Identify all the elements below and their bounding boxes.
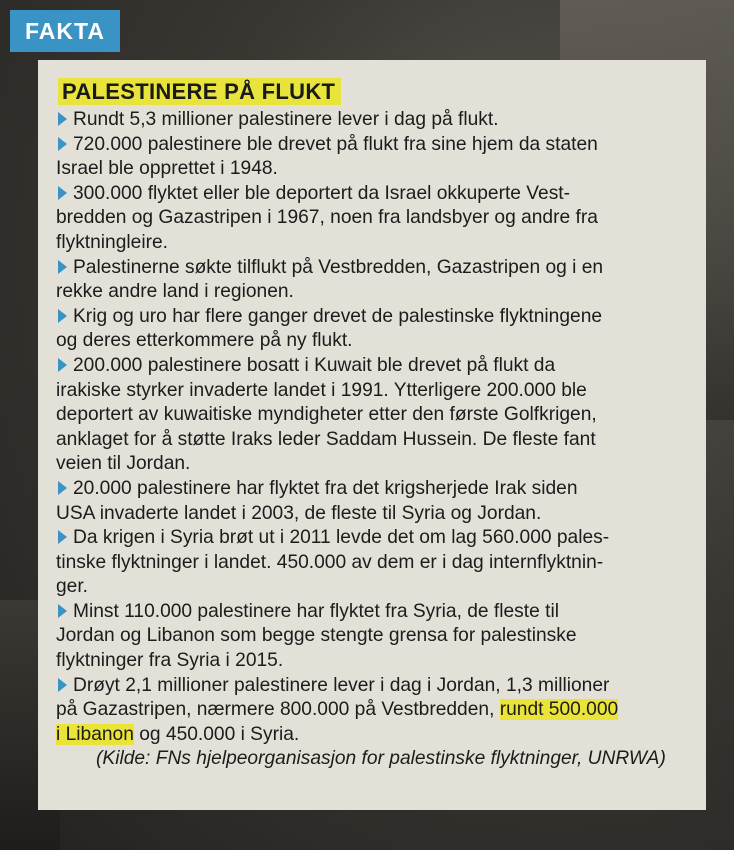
fact-item [56,354,690,477]
fact-line: bredden og Gazastripen i 1967, noen fra landsbyer og andre fra [56,207,598,229]
bullet-arrow-icon [58,186,67,200]
fact-item [56,182,690,256]
fact-line: 20.000 palestinere har flyktet fra det krigsherjede Irak siden [73,477,578,499]
highlighted-text: rundt 500.000 [499,699,619,721]
fact-line: Da krigen i Syria brøt ut i 2011 levde det om lag 560.000 pales- [73,527,610,549]
fact-item-last [56,674,690,748]
fact-item [56,477,690,526]
fact-line: veien til Jordan. [56,453,191,475]
fact-line: Minst 110.000 palestinere har flyktet fra Syria, de fleste til [73,600,559,622]
highlighted-text: i Libanon [56,723,134,745]
fact-line: anklaget for å støtte Iraks leder Saddam Hussein. De fleste fant [56,428,596,450]
fact-line: flyktningleire. [56,231,168,253]
fact-line: på Gazastripen, nærmere 800.000 på Vestbredden, [56,699,500,721]
fact-line: rekke andre land i regionen. [56,281,294,303]
panel-title: PALESTINERE PÅ FLUKT [58,78,341,105]
bullet-arrow-icon [58,678,67,692]
fact-item [56,305,690,354]
fact-item [56,256,690,305]
bullet-arrow-icon [58,112,67,126]
fact-line: Drøyt 2,1 millioner palestinere lever i dag i Jordan, 1,3 millioner [73,674,610,696]
fact-line: 200.000 palestinere bosatt i Kuwait ble drevet på flukt da [73,354,556,376]
fact-line: Israel ble opprettet i 1948. [56,158,278,180]
bullet-arrow-icon [58,530,67,544]
fact-item [56,108,690,133]
fact-line: og deres etterkommere på ny flukt. [56,330,353,352]
fact-line: flyktninger fra Syria i 2015. [56,650,284,672]
fact-line: Palestinerne søkte tilflukt på Vestbredden, Gazastripen og i en [73,256,604,278]
fact-line: 720.000 palestinere ble drevet på flukt fra sine hjem da staten [73,133,598,155]
fact-list [56,108,690,674]
fact-line: Rundt 5,3 millioner palestinere lever i dag på flukt. [73,109,499,130]
fact-item [56,526,690,600]
bullet-arrow-icon [58,137,67,151]
bullet-arrow-icon [58,309,67,323]
fact-line: ger. [56,576,89,598]
fact-line: tinske flyktninger i landet. 450.000 av dem er i dag internflyktnin- [56,551,604,573]
bullet-arrow-icon [58,481,67,495]
fact-line: og 450.000 i Syria. [133,723,300,745]
fact-line: Krig og uro har flere ganger drevet de palestinske flyktningene [73,305,603,327]
fact-item [56,133,690,182]
bullet-arrow-icon [58,358,67,372]
fact-panel [38,60,706,810]
bullet-arrow-icon [58,604,67,618]
fact-line: 300.000 flyktet eller ble deportert da Israel okkuperte Vest- [73,182,571,204]
source-note: (Kilde: FNs hjelpeorganisasjon for palestinske flyktninger, UNRWA) [96,748,666,770]
fact-line: deportert av kuwaitiske myndigheter etter den første Golfkrigen, [56,404,597,426]
fact-line: Jordan og Libanon som begge stengte grensa for palestinske [56,625,577,647]
fact-line: USA invaderte landet i 2003, de fleste til Syria og Jordan. [56,502,542,524]
bullet-arrow-icon [58,260,67,274]
fakta-tag: FAKTA [10,10,120,52]
fact-item [56,600,690,674]
fact-line: irakiske styrker invaderte landet i 1991. Ytterligere 200.000 ble [56,379,587,401]
